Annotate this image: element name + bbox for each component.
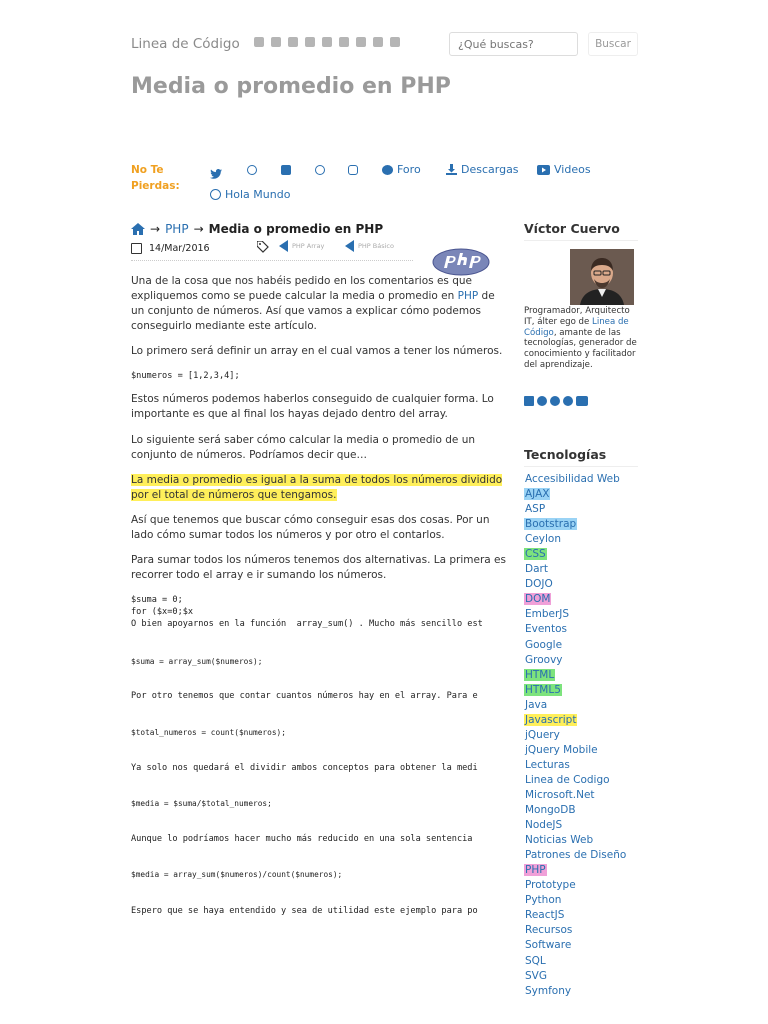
technology-item: [524, 954, 627, 969]
technology-label: Java: [525, 698, 548, 711]
technology-link[interactable]: [524, 488, 550, 500]
technology-link[interactable]: [524, 699, 548, 711]
technology-link[interactable]: [524, 970, 548, 982]
technology-label: Ceylon: [525, 533, 562, 546]
search-input[interactable]: [449, 32, 578, 56]
technology-label: jQuery Mobile: [525, 743, 598, 756]
technology-link[interactable]: [524, 503, 546, 515]
paragraph-text: Una de la cosa que nos habéis pedido en los comentarios es que expliquemos como se puede calcular la media o promedio en: [131, 275, 472, 302]
technology-item: [524, 878, 627, 893]
technology-label: HTML5: [525, 683, 561, 696]
technology-link[interactable]: [524, 924, 573, 936]
technology-link[interactable]: [524, 744, 599, 756]
article-meta: [131, 242, 413, 261]
technology-link[interactable]: [524, 864, 547, 876]
technology-label: ReactJS: [525, 909, 565, 922]
technology-item: [524, 562, 627, 577]
technology-item: [524, 502, 627, 517]
technology-item: [524, 668, 627, 683]
technology-label: ASP: [525, 503, 546, 516]
technology-link[interactable]: [524, 684, 562, 696]
technology-label: NodeJS: [525, 819, 563, 832]
tag-arrow-icon: [279, 240, 288, 252]
technology-item: [524, 728, 627, 743]
technology-link[interactable]: [524, 548, 547, 560]
home-icon[interactable]: [131, 223, 145, 235]
technology-label: EmberJS: [525, 608, 570, 621]
technology-link[interactable]: [524, 804, 577, 816]
technology-item: [524, 532, 627, 547]
nav-hola-mundo[interactable]: [210, 188, 290, 201]
technology-label: Google: [525, 638, 563, 651]
article-paragraph: Lo primero será definir un array en el cual vamos a tener los números.: [131, 345, 503, 357]
code-block: $suma = 0; for ($x=0;$x O bien apoyarnos en la función array_sum() . Mucho más sencillo est: [131, 595, 483, 629]
tags-icon: [257, 241, 271, 253]
technology-link[interactable]: [524, 473, 621, 485]
globe-icon: [210, 189, 221, 200]
technology-label: Lecturas: [525, 758, 570, 771]
technology-item: [524, 848, 627, 863]
code-text-line: Espero que se haya entendido y sea de utilidad este ejemplo para po: [131, 906, 478, 916]
author-social-links: [524, 396, 588, 406]
code-block: $media = array_sum($numeros)/count($numeros);: [131, 870, 343, 879]
code-block: $suma = array_sum($numeros);: [131, 657, 263, 666]
technology-item: [524, 908, 627, 923]
technology-item: [524, 577, 627, 592]
breadcrumb-section-link[interactable]: PHP: [165, 222, 189, 236]
technology-label: Prototype: [525, 879, 576, 892]
nav-hola-mundo-label: Hola Mundo: [225, 188, 291, 201]
technology-label: PHP: [525, 864, 546, 877]
nav-foro[interactable]: [382, 163, 421, 176]
technology-label: Eventos: [525, 623, 567, 636]
technology-label: SQL: [525, 954, 546, 967]
nav-foro-label: Foro: [397, 163, 421, 176]
tag-label: PHP Básico: [358, 242, 394, 250]
technology-item: [524, 833, 627, 848]
bio-text: Programador, Arquitecto IT, álter ego de: [524, 306, 630, 327]
author-bio: [524, 306, 638, 371]
technology-link[interactable]: [524, 563, 549, 575]
technology-label: DOJO: [525, 578, 553, 591]
technology-link[interactable]: [524, 654, 564, 666]
technology-link[interactable]: [524, 834, 594, 846]
image-icon[interactable]: [288, 37, 298, 47]
breadcrumb: [131, 222, 383, 236]
code-block: $numeros = [1,2,3,4];: [131, 371, 240, 381]
site-brand[interactable]: Linea de Código: [131, 36, 240, 52]
technology-item: [524, 938, 627, 953]
technology-item: [524, 487, 627, 502]
code-block: $media = $suma/$total_numeros;: [131, 799, 272, 808]
search-button[interactable]: Buscar: [588, 32, 638, 56]
nav-videos-label: Videos: [554, 163, 591, 176]
article-paragraph: Estos números podemos haberlos conseguido de cualquier forma. Lo importante es que al final los hayas dejado dentro del array.: [131, 393, 494, 420]
technology-item: [524, 984, 627, 999]
technology-link[interactable]: [524, 894, 562, 906]
tech-icon-bar: [254, 37, 400, 47]
leaf-icon[interactable]: [356, 37, 366, 47]
tag-php-basico[interactable]: [345, 240, 394, 252]
technology-label: AJAX: [525, 488, 550, 501]
technology-link[interactable]: [524, 669, 555, 681]
technology-label: Dart: [525, 563, 548, 576]
technologies-list: [524, 472, 627, 999]
technology-label: DOM: [525, 593, 551, 606]
technology-link[interactable]: [524, 955, 547, 967]
technology-label: MongoDB: [525, 804, 576, 817]
highlighted-statement: [131, 473, 507, 503]
technology-label: Patrones de Diseño: [525, 849, 627, 862]
technology-link[interactable]: [524, 774, 611, 786]
comments-icon: [382, 165, 393, 175]
technology-link[interactable]: [524, 578, 554, 590]
twitter-icon[interactable]: [210, 164, 222, 183]
technology-item: [524, 607, 627, 622]
technology-link[interactable]: [524, 879, 577, 891]
technology-label: Accesibilidad Web: [525, 473, 620, 485]
breadcrumb-arrow: →: [150, 222, 161, 236]
bio-text: , amante de las tecnologías, generador de conocimiento y facilitador del aprendizaje.: [524, 327, 637, 370]
github-icon[interactable]: [315, 165, 325, 175]
code-text-line: Ya solo nos quedará el dividir ambos conceptos para obtener la medi: [131, 763, 478, 773]
technology-label: Software: [525, 939, 572, 952]
technology-item: [524, 803, 627, 818]
technology-link[interactable]: [524, 985, 572, 997]
github-icon[interactable]: [563, 396, 573, 406]
technology-label: Python: [525, 894, 562, 907]
css3-icon[interactable]: [271, 37, 281, 47]
highlight-text: La media o promedio es igual a la suma de todos los números dividido por el total de números que tengamos.: [131, 474, 503, 501]
technology-link[interactable]: [524, 639, 563, 651]
technology-link[interactable]: [524, 729, 561, 741]
circle-icon[interactable]: [390, 37, 400, 47]
bio-link[interactable]: Linea de Código: [524, 316, 629, 338]
technology-item: [524, 622, 627, 637]
article-paragraph: Para sumar todos los números tenemos dos alternativas. La primera es recorrer todo el array e ir sumando los números.: [131, 554, 506, 581]
tag-php-array[interactable]: [279, 240, 324, 252]
home-icon[interactable]: [524, 396, 534, 406]
technology-link[interactable]: [524, 789, 596, 801]
nav-label: No Te Pierdas:: [131, 164, 180, 192]
technology-item: [524, 713, 627, 728]
article-paragraph: [131, 274, 509, 334]
technology-item: [524, 683, 627, 698]
technology-item: [524, 788, 627, 803]
technology-item: [524, 863, 627, 878]
php-link[interactable]: PHP: [457, 290, 479, 302]
facebook-icon[interactable]: [550, 396, 560, 406]
code-text-line: Aunque lo podríamos hacer mucho más reducido en una sola sentencia: [131, 834, 473, 844]
technology-link[interactable]: [524, 533, 562, 545]
technology-link[interactable]: [524, 849, 627, 861]
author-avatar: [570, 249, 634, 305]
author-heading: Víctor Cuervo: [524, 221, 638, 241]
bootstrap-icon[interactable]: [373, 37, 383, 47]
technology-label: Microsoft.Net: [525, 788, 595, 801]
technology-item: [524, 472, 627, 487]
technology-item: [524, 969, 627, 984]
technology-item: [524, 547, 627, 562]
shield-icon[interactable]: [305, 37, 315, 47]
twitter-icon[interactable]: [537, 396, 547, 406]
html5-icon[interactable]: [254, 37, 264, 47]
technology-label: Groovy: [525, 653, 563, 666]
youtube-icon: [537, 165, 550, 175]
technology-label: SVG: [525, 969, 547, 982]
technology-item: [524, 698, 627, 713]
technology-item: [524, 758, 627, 773]
technology-link[interactable]: [524, 939, 572, 951]
breadcrumb-current: Media o promedio en PHP: [208, 222, 384, 236]
technology-item: [524, 592, 627, 607]
paragraph-text: de un conjunto de números. Así que vamos a explicar cómo podemos conseguirlo mediante este artículo.: [131, 290, 495, 332]
technology-link[interactable]: [524, 608, 570, 620]
technology-link[interactable]: [524, 759, 571, 771]
technology-item: [524, 923, 627, 938]
technology-link[interactable]: [524, 909, 565, 921]
technology-item: [524, 743, 627, 758]
technology-label: Symfony: [525, 984, 572, 997]
nav-descargas[interactable]: [446, 163, 519, 176]
author-photo: [570, 249, 634, 305]
gear-icon[interactable]: [322, 37, 332, 47]
article-date: 14/Mar/2016: [149, 243, 210, 254]
youtube-icon[interactable]: [576, 396, 588, 406]
technology-link[interactable]: [524, 714, 577, 726]
technology-label: HTML: [525, 668, 555, 681]
technology-label: Noticias Web: [525, 834, 594, 847]
download-icon: [446, 164, 457, 175]
php-logo: [432, 248, 490, 276]
technology-link[interactable]: [524, 819, 563, 831]
tag-label: PHP Array: [292, 242, 325, 250]
nav-descargas-label: Descargas: [461, 163, 519, 176]
code-text-line: Por otro tenemos que contar cuantos números hay en el array. Para e: [131, 691, 478, 701]
technology-link[interactable]: [524, 593, 551, 605]
nav-videos[interactable]: [537, 163, 591, 176]
technology-item: [524, 517, 627, 532]
technology-item: [524, 638, 627, 653]
technology-label: jQuery: [525, 728, 560, 741]
spark-icon[interactable]: [339, 37, 349, 47]
article-paragraph: Lo siguiente será saber cómo calcular la media o promedio de un conjunto de números. Podríamos decir que…: [131, 434, 476, 461]
technology-item: [524, 653, 627, 668]
technology-label: CSS: [525, 548, 546, 561]
technology-link[interactable]: [524, 518, 577, 530]
page-title: Media o promedio en PHP: [131, 74, 451, 99]
article-paragraph: Así que tenemos que buscar cómo conseguir esas dos cosas. Por un lado cómo sumar todos los números y por otro el contarlos.: [131, 514, 490, 541]
technology-item: [524, 893, 627, 908]
tag-arrow-icon: [345, 240, 354, 252]
technologies-heading: Tecnologías: [524, 447, 638, 467]
technology-label: Recursos: [525, 924, 573, 937]
calendar-icon: [131, 243, 142, 254]
breadcrumb-arrow: →: [193, 222, 204, 236]
code-block: $total_numeros = count($numeros);: [131, 728, 286, 737]
linkedin-icon[interactable]: [281, 165, 291, 175]
technology-link[interactable]: [524, 623, 568, 635]
instagram-icon[interactable]: [348, 165, 358, 175]
technology-label: Linea de Codigo: [525, 773, 610, 786]
facebook-icon[interactable]: [247, 165, 257, 175]
technology-item: [524, 818, 627, 833]
technology-label: Bootstrap: [525, 518, 577, 531]
technology-label: Javascript: [525, 713, 577, 726]
technology-item: [524, 773, 627, 788]
